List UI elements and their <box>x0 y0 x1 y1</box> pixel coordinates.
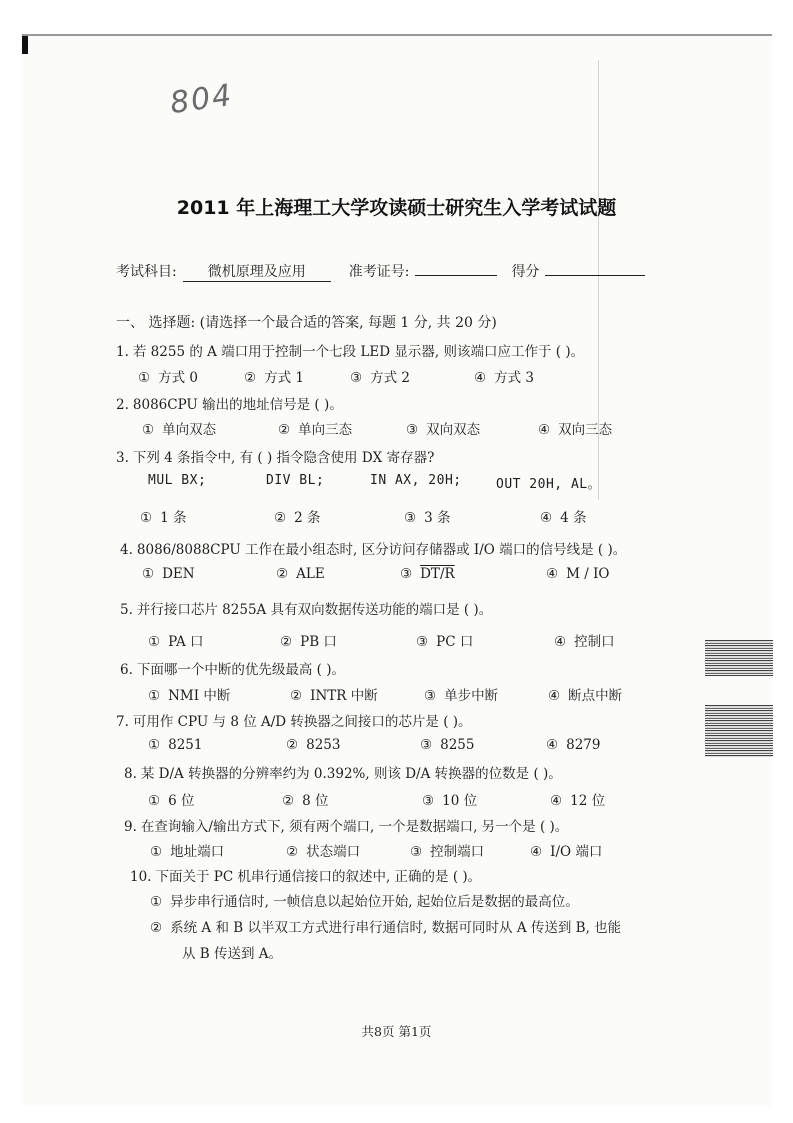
question-number: 4. <box>120 542 133 558</box>
option-mark: ① <box>138 370 151 386</box>
option-mark: ① <box>148 688 161 704</box>
instruction-1: MUL BX; <box>148 473 207 488</box>
option-4 <box>546 737 600 753</box>
option-mark: ③ <box>406 422 419 438</box>
statement-mark: ① <box>150 894 163 910</box>
option-text: 12 位 <box>570 793 606 809</box>
question-10 <box>130 865 481 885</box>
option-text: M / IO <box>566 566 610 582</box>
statement-2-continuation <box>182 942 282 962</box>
option-4 <box>554 630 615 650</box>
ticket-label: 准考证号: <box>348 264 410 280</box>
option-text: 控制端口 <box>430 844 485 860</box>
question-number: 2. <box>116 397 129 413</box>
option-1 <box>142 566 195 582</box>
option-text: PB 口 <box>300 634 337 650</box>
question-7 <box>116 710 472 730</box>
question-text: 若 8255 的 A 端口用于控制一个七段 LED 显示器, 则该端口应工作于 ( )。 <box>132 344 585 360</box>
option-mark: ③ <box>420 737 433 753</box>
option-mark: ① <box>142 422 155 438</box>
option-text: 8 位 <box>302 793 329 809</box>
option-text: 2 条 <box>294 510 321 526</box>
question-5 <box>120 598 492 618</box>
option-1 <box>138 366 198 386</box>
option-text: 双向双态 <box>426 422 481 438</box>
option-4 <box>538 418 612 438</box>
option-text: 控制口 <box>574 634 615 650</box>
option-3 <box>410 840 484 860</box>
option-text: 10 位 <box>442 793 478 809</box>
option-mark: ④ <box>548 688 561 704</box>
option-2 <box>290 684 378 704</box>
option-1 <box>140 506 187 526</box>
option-mark: ④ <box>550 793 563 809</box>
question-2 <box>116 393 343 413</box>
option-2 <box>244 366 304 386</box>
statement-text: 系统 A 和 B 以半双工方式进行串行通信时, 数据可同时从 A 传送到 B, 也能 <box>170 920 622 936</box>
option-mark: ④ <box>530 844 543 860</box>
option-mark: ④ <box>546 566 559 582</box>
question-6 <box>120 658 345 678</box>
option-text: PC 口 <box>436 634 474 650</box>
option-1 <box>142 418 216 438</box>
option-mark: ④ <box>554 634 567 650</box>
option-text: 8253 <box>306 737 341 753</box>
question-number: 6. <box>120 662 133 678</box>
option-3 <box>404 506 451 526</box>
question-number: 1. <box>116 344 129 360</box>
option-mark: ④ <box>474 370 487 386</box>
option-2 <box>286 840 360 860</box>
option-1 <box>148 789 195 809</box>
statement-1 <box>150 890 579 910</box>
option-mark: ③ <box>404 510 417 526</box>
question-3 <box>116 446 434 466</box>
option-3 <box>424 684 498 704</box>
question-text: 并行接口芯片 8255A 具有双向数据传送功能的端口是 ( )。 <box>136 602 493 618</box>
question-9 <box>124 815 568 835</box>
option-text: 8255 <box>440 737 475 753</box>
option-2 <box>286 737 340 753</box>
option-mark: ① <box>148 793 161 809</box>
question-number: 3. <box>116 450 129 466</box>
option-text: DT/R <box>420 566 455 582</box>
option-3 <box>350 366 410 386</box>
option-mark: ① <box>148 634 161 650</box>
option-text: 方式 3 <box>494 370 534 386</box>
option-3 <box>416 630 473 650</box>
instruction-4: OUT 20H, AL。 <box>496 477 602 492</box>
option-3 <box>422 789 477 809</box>
subject-value: 微机原理及应用 <box>183 261 331 282</box>
question-4 <box>120 538 626 558</box>
option-mark: ② <box>276 566 289 582</box>
subject-label: 考试科目: <box>116 264 177 280</box>
question-number: 10. <box>130 869 152 885</box>
instruction-3: IN AX, 20H; <box>370 473 462 488</box>
option-text: ALE <box>296 566 325 582</box>
option-mark: ② <box>286 737 299 753</box>
question-1 <box>116 340 584 360</box>
question-text: 下列 4 条指令中, 有 ( ) 指令隐含使用 DX 寄存器? <box>132 450 435 466</box>
option-1 <box>148 630 204 650</box>
instruction-2: DIV BL; <box>266 473 325 488</box>
option-1 <box>150 840 224 860</box>
option-4 <box>540 506 587 526</box>
question-number: 5. <box>120 602 133 618</box>
option-2 <box>278 418 352 438</box>
option-mark: ② <box>278 422 291 438</box>
option-mark: ② <box>274 510 287 526</box>
statement-text: 从 B 传送到 A。 <box>182 946 283 962</box>
option-text: DEN <box>162 566 195 582</box>
option-mark: ③ <box>350 370 363 386</box>
option-mark: ④ <box>538 422 551 438</box>
option-mark: ② <box>244 370 257 386</box>
option-1 <box>148 684 230 704</box>
option-mark: ① <box>150 844 163 860</box>
option-4 <box>550 789 605 809</box>
option-3 <box>420 737 474 753</box>
question-number: 7. <box>116 714 129 730</box>
handwritten-code: 804 <box>167 77 236 122</box>
option-text: 8279 <box>566 737 601 753</box>
option-text: 方式 1 <box>264 370 304 386</box>
option-3 <box>406 418 480 438</box>
option-text: 8251 <box>168 737 203 753</box>
option-mark: ④ <box>546 737 559 753</box>
question-number: 8. <box>124 766 137 782</box>
question-number: 9. <box>124 819 137 835</box>
option-2 <box>274 506 321 526</box>
option-text: INTR 中断 <box>310 688 378 704</box>
question-text: 下面关于 PC 机串行通信接口的叙述中, 正确的是 ( )。 <box>155 869 482 885</box>
question-text: 某 D/A 转换器的分辨率约为 0.392%, 则该 D/A 转换器的位数是 ( )。 <box>140 766 562 782</box>
page-footer: 共8页 第1页 <box>361 1024 432 1039</box>
option-text: 6 位 <box>168 793 195 809</box>
option-4 <box>530 840 602 860</box>
option-2 <box>276 566 325 582</box>
option-mark: ④ <box>540 510 553 526</box>
option-4 <box>548 684 622 704</box>
option-mark: ② <box>280 634 293 650</box>
score-label: 得分 <box>511 264 540 280</box>
option-text: NMI 中断 <box>168 688 231 704</box>
option-text: 单步中断 <box>444 688 499 704</box>
option-4 <box>546 566 609 582</box>
option-mark: ③ <box>400 566 413 582</box>
option-text: 状态端口 <box>306 844 361 860</box>
option-text: 3 条 <box>424 510 451 526</box>
question-8 <box>124 762 562 782</box>
option-text: PA 口 <box>168 634 204 650</box>
exam-title: 2011 年上海理工大学攻读硕士研究生入学考试试题 <box>176 197 617 219</box>
option-text: 1 条 <box>160 510 187 526</box>
option-1 <box>148 737 202 753</box>
option-mark: ③ <box>422 793 435 809</box>
option-mark: ① <box>142 566 155 582</box>
option-text: 方式 0 <box>158 370 198 386</box>
option-2 <box>280 630 337 650</box>
option-text: 单向三态 <box>298 422 353 438</box>
option-mark: ③ <box>410 844 423 860</box>
statement-mark: ② <box>150 920 163 936</box>
option-mark: ① <box>140 510 153 526</box>
statement-2 <box>150 916 621 936</box>
statement-text: 异步串行通信时, 一帧信息以起始位开始, 起始位后是数据的最高位。 <box>170 894 579 910</box>
option-mark: ② <box>290 688 303 704</box>
question-text: 8086CPU 输出的地址信号是 ( )。 <box>132 397 343 413</box>
question-text: 下面哪一个中断的优先级最高 ( )。 <box>136 662 346 678</box>
option-3 <box>400 566 455 582</box>
option-text: I/O 端口 <box>550 844 603 860</box>
option-text: 单向双态 <box>162 422 217 438</box>
option-2 <box>282 789 329 809</box>
question-text: 在查询输入/输出方式下, 须有两个端口, 一个是数据端口, 另一个是 ( )。 <box>140 819 569 835</box>
question-text: 可用作 CPU 与 8 位 A/D 转换器之间接口的芯片是 ( )。 <box>132 714 472 730</box>
option-text: 4 条 <box>560 510 587 526</box>
option-text: 断点中断 <box>568 688 623 704</box>
option-text: 双向三态 <box>558 422 613 438</box>
option-mark: ② <box>282 793 295 809</box>
option-text: 方式 2 <box>370 370 410 386</box>
question-text: 8086/8088CPU 工作在最小组态时, 区分访问存储器或 I/O 端口的信号线是 ( )。 <box>136 542 627 558</box>
option-text: 地址端口 <box>170 844 225 860</box>
option-mark: ② <box>286 844 299 860</box>
option-mark: ③ <box>416 634 429 650</box>
option-mark: ① <box>148 737 161 753</box>
section-heading: 一、 选择题: (请选择一个最合适的答案, 每题 1 分, 共 20 分) <box>116 315 497 331</box>
option-4 <box>474 366 534 386</box>
option-mark: ③ <box>424 688 437 704</box>
